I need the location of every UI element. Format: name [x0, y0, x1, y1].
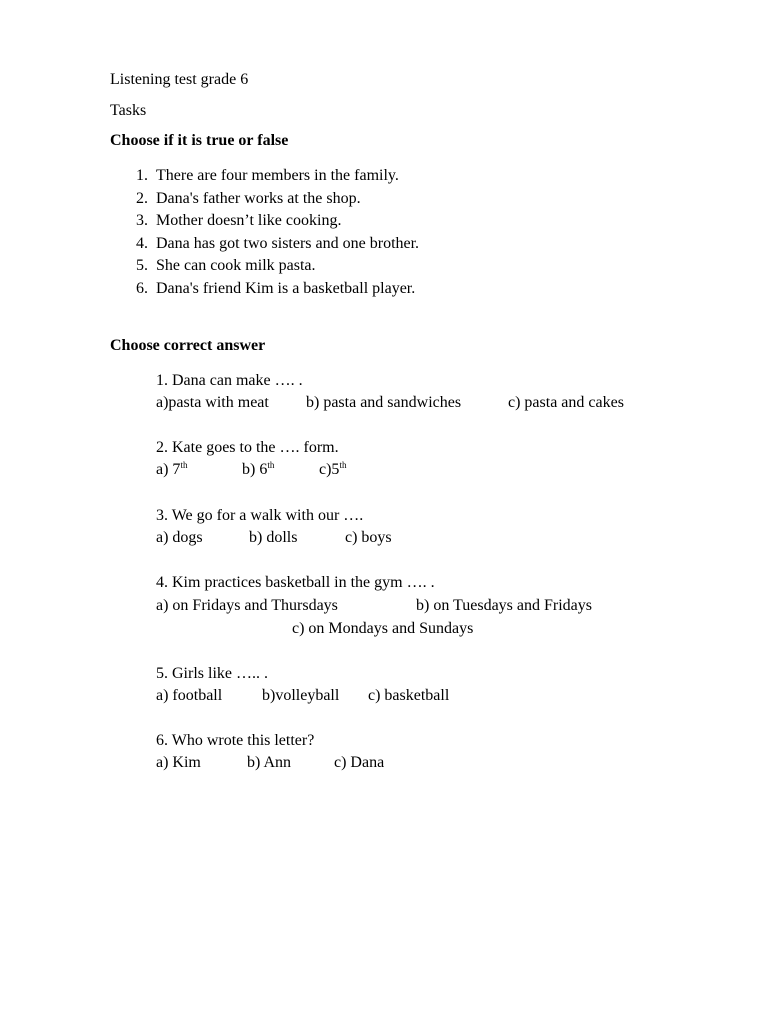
list-item-text: Dana's friend Kim is a basketball player. [156, 280, 416, 297]
list-item-number: 6. [136, 280, 148, 297]
answer-option-b: b) Ann [247, 754, 291, 771]
list-item-text: She can cook milk pasta. [156, 257, 316, 274]
ordinal-suffix: th [180, 460, 188, 470]
answer-option-a: a) football [156, 687, 223, 704]
document-title: Listening test grade 6 [110, 71, 249, 88]
question-text: 2. Kate goes to the …. form. [156, 439, 339, 456]
answer-option-c: c) Dana [334, 754, 385, 771]
option-text: c)5 [319, 461, 340, 478]
question-text: 3. We go for a walk with our …. [156, 507, 364, 524]
list-item-number: 1. [136, 167, 148, 184]
answer-option-c: c) pasta and cakes [508, 394, 624, 411]
option-text: a) 7 [156, 461, 181, 478]
answer-option-b: b) pasta and sandwiches [306, 394, 462, 411]
answer-option-b [242, 462, 274, 478]
question-text: 4. Kim practices basketball in the gym …. . [156, 574, 435, 591]
answer-option-a: a) on Fridays and Thursdays [156, 597, 338, 614]
section-heading-true-false: Choose if it is true or false [110, 132, 289, 149]
answer-option-a [156, 462, 187, 478]
answer-option-a: a) dogs [156, 529, 203, 546]
list-item-text: Dana's father works at the shop. [156, 190, 361, 207]
answer-option-a: a) Kim [156, 754, 201, 771]
list-item-text: Dana has got two sisters and one brother. [156, 235, 420, 252]
question-text: 6. Who wrote this letter? [156, 732, 315, 749]
list-item-text: There are four members in the family. [156, 167, 399, 184]
ordinal-suffix: th [339, 460, 347, 470]
answer-option-c: c) basketball [368, 687, 450, 704]
list-item-number: 2. [136, 190, 148, 207]
ordinal-suffix: th [267, 460, 275, 470]
question-text: 1. Dana can make …. . [156, 372, 303, 389]
answer-option-c: c) on Mondays and Sundays [292, 620, 474, 637]
list-item-number: 3. [136, 212, 148, 229]
answer-option-c [319, 462, 346, 478]
answer-option-b: b)volleyball [262, 687, 340, 704]
answer-option-b: b) on Tuesdays and Fridays [416, 597, 593, 614]
question-text: 5. Girls like ….. . [156, 665, 268, 682]
answer-option-a: a)pasta with meat [156, 394, 269, 411]
answer-option-b: b) dolls [249, 529, 298, 546]
section-heading-correct-answer: Choose correct answer [110, 337, 266, 354]
list-item-number: 4. [136, 235, 148, 252]
tasks-label: Tasks [110, 102, 147, 119]
option-text: b) 6 [242, 461, 268, 478]
list-item-number: 5. [136, 257, 148, 274]
answer-option-c: c) boys [345, 529, 392, 546]
list-item-text: Mother doesn’t like cooking. [156, 212, 342, 229]
